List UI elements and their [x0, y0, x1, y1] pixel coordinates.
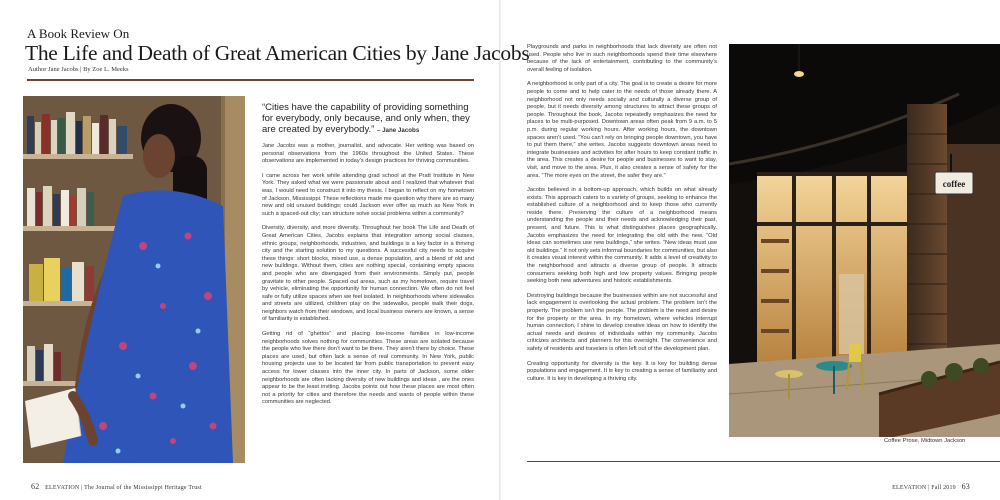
- page-number-right: 63: [961, 482, 970, 491]
- page-number-left: 62: [31, 482, 40, 491]
- pull-quote: [262, 102, 474, 137]
- photo-caption: Coffee Prose, Midtown Jackson: [884, 438, 966, 444]
- paragraph: Playgrounds and parks in neighborhoods that lack diversity are often not used. People who live in such neighborhoods spend their time elsewhere because of the lack of entertainment, contributing to the community’s overall feeling of isolation.: [527, 44, 717, 73]
- article-column-left: [262, 143, 474, 414]
- storefront-illustration: [729, 44, 1000, 437]
- paragraph: Jacobs believed in a bottom-up approach, which builds on what already exists. This approach caters to a variety of groups, seeking to enhance the established culture of a neighborhood and to keep those who currently reside there. Preserving the culture of a neighborhood means understanding the people and their needs and acknowledging their past, present, and future. This is what distinguishes places geographically. Jacobs emphasizes the need for integrating the old with the new. “Old ideas can sometimes use new buildings,” she writes. “New ideas must use old buildings.” It not only sets informal boundaries for communities, but also it creates visual interest within the community. It adds a level of creativity to the neighborhood and attracts a diverse group of people. It attracts consumers seeking both high and low property values. Bringing people seeking both new adventures and historic establishments.: [527, 187, 717, 285]
- footer-left: [27, 482, 202, 491]
- article-kicker: A Book Review On: [27, 26, 130, 41]
- paragraph: Destroying buildings because the businesses within are not successful and lack engagement is overlooking the actual problem. The problem isn’t the property. The problem isn’t the people. The problem is the need and desire for the property or the area. In my hometown, where vehicles interrupt human connection, I shine to develop creative ideas on how to identify the actual needs and desires of individuals within my community. Jacobs criticizes architects and planners for this oversight. The convenience and safety of residents and travelers is often left out of the development plan.: [527, 292, 717, 352]
- footer-left-text: ELEVATION | The Journal of the Mississippi Heritage Trust: [45, 485, 202, 491]
- paragraph: I came across her work while attending grad school at the Pratt Institute in New York. They asked what we were passionate about and I realized that whatever that was, I would need to construct it into my thesis. I began to reflect on my hometown of Jackson, Mississippi. These reflections made me question why there are so many new and old unused buildings; could Jackson ever offer as much as New York in such a spaced-out city; can structure solve social problems within a community?: [262, 172, 474, 217]
- paragraph: Creating opportunity for diversity is the key. It is key for building dense populations and engagement. It is key to creating a sense of familiarity and culture. It is key in developing a thriving city.: [527, 360, 717, 382]
- paragraph: A neighborhood is only part of a city. The goal is to create a desire for more people to come and to help cater to the needs of those already there. A neighborhood not only needs socially and culturally a diverse group of people, but it needs diversity among structures to attract these groups of people. Throughout the book, Jacobs repeatedly emphasizes the need for places to be multi-purposed. Downtown areas often peak from 9 a.m. to 5 p.m. during regular working hours. After working hours, the downtown spaces aren’t used. “You can’t rely on bringing people downtown, you have to put them there,” she writes. Jacobs suggests downtown areas need to integrate businesses and activities for after hours to keep constant traffic in the area. This creates a desire for people and businesses to want to stay, visit, and move to the area. Plus, it also creates a sense of safety for the area. “The more eyes on the street, the safer they are.”: [527, 81, 717, 179]
- article-column-right: [527, 44, 717, 390]
- page-gutter: [499, 0, 501, 500]
- coffee-prose-photo: [729, 44, 1000, 437]
- footer-right-text: ELEVATION | Fall 2019: [892, 485, 956, 491]
- author-reading-photo: [23, 96, 245, 463]
- pull-quote-text: “Cities have the capability of providing something for everybody, only because, and only when, they are created by everybody.”: [262, 102, 470, 136]
- footer-right: [892, 482, 974, 491]
- paragraph: Diversity, diversity, and more diversity. Throughout her book The Life and Death of Great American Cities, Jacobs explains that integration among social classes, ethnic groups, neighborhoods, industries, and buildings is a key factor in a thriving city and the starting solution to my questions. A successful city needs to acquire these things: short blocks, mixed use, a dense population, and a blend of old and new buildings. Without them, cities are nothing special, containing empty spaces and people who are disengaged from their environments. Simply put, people gravitate to other people. Spaced out areas, such as my hometown, require travel by vehicle, eliminating the opportunity for human connection. We often do not feel safe or fully utilize spaces when we feel isolated. In neighborhoods where sidewalks and streets are utilized, children play on the sidewalks, people walk their dogs, neighbors watch from their windows, and local business owners are known, a sense of familiarity is established.: [262, 225, 474, 323]
- article-byline: Author Jane Jacobs | By Zoe L. Meeks: [28, 66, 129, 73]
- bookshelf-reader-illustration: [23, 96, 245, 463]
- right-page-rule: [527, 461, 1000, 462]
- title-rule: [27, 79, 474, 81]
- article-title: The Life and Death of Great American Cities by Jane Jacobs: [25, 41, 530, 65]
- coffee-sign-text: coffee: [942, 179, 966, 189]
- paragraph: Getting rid of “ghettos” and placing low-income families in low-income neighborhoods solves nothing for communities. These areas are isolated because the people who live there don’t want to be there. They aren’t there by choice. These places are used, but often lack a sense of real community. In New York, public housing projects use to be located far from public transportation to prevent easy access for lower classes into the inner city. In parts of Jackson, some older neighborhoods are often lacking diversity of new buildings and ideas , are the ones appear to be the least inviting. Jacobs points out how these places are most often not a priority for cities and therefore the needs and wants of people within these communities are neglected.: [262, 331, 474, 406]
- pull-quote-attribution: – Jane Jacobs: [376, 127, 420, 135]
- paragraph: Jane Jacobs was a mother, journalist, and advocate. Her writing was based on personal observations from the 1960s throughout the United States. These observations are implemented in today’s design practices for thriving communities.: [262, 143, 474, 165]
